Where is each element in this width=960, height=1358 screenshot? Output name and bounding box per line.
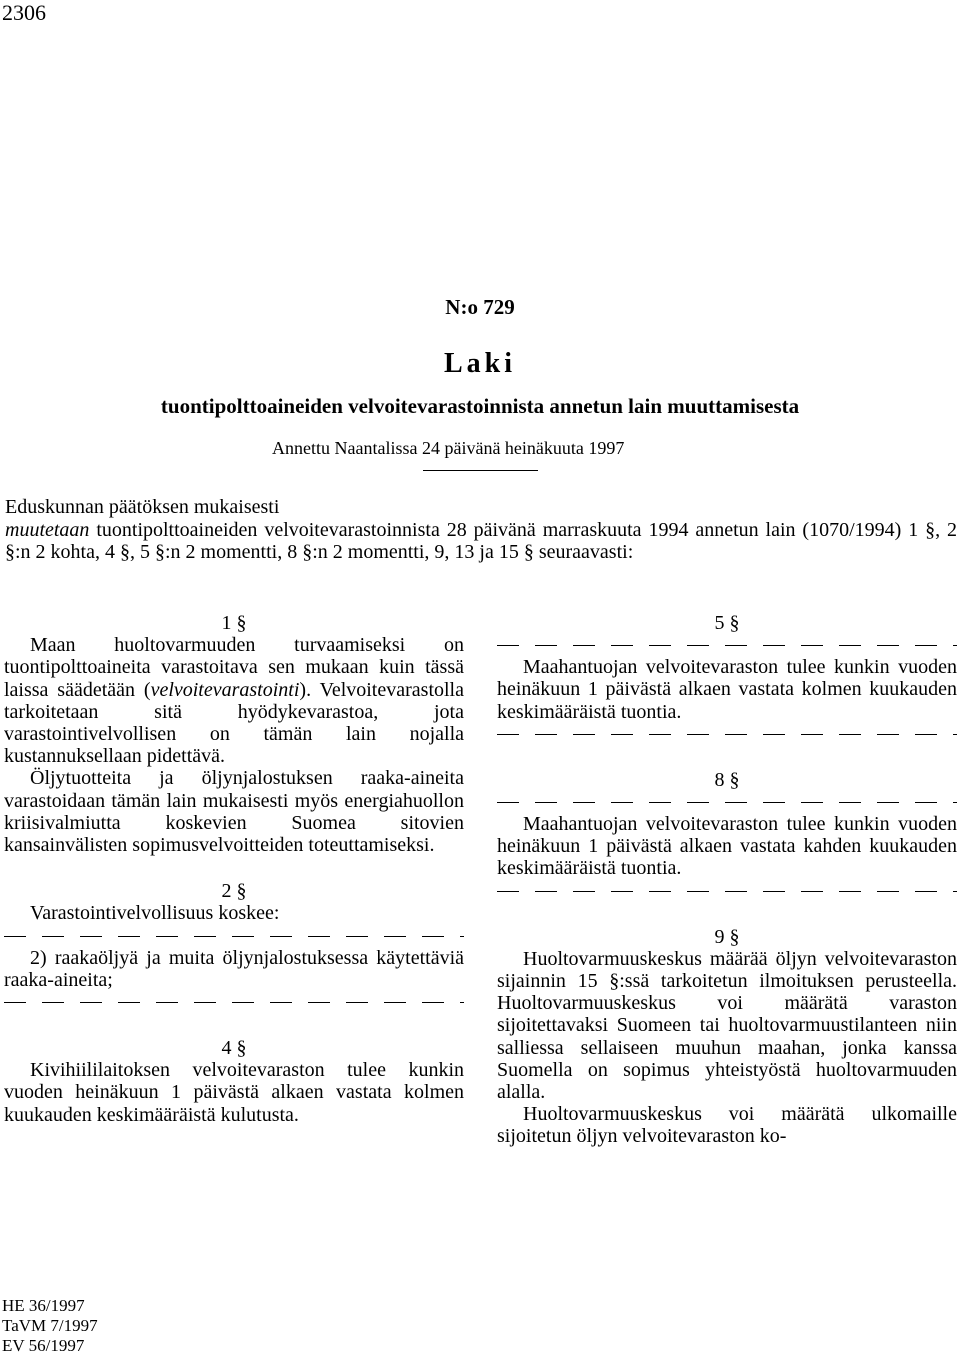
section-5-paragraph-1: Maahantuojan velvoitevaraston tulee kunkin vuoden heinäkuun 1 päivästä alkaen vastata kolmen kuukauden keskimääräistä tuontia. — [497, 656, 957, 723]
title-divider — [423, 470, 538, 471]
section-9-heading: 9 § — [714, 925, 740, 948]
section-1-paragraph-2: Öljytuotteita ja öljynjalostuksen raaka-aineita varastoidaan tämän lain mukaisesti myös energiahuollon kriisivalmiutta koskevien Suomea sitovien kansainvälisten sopimusvelvoitteiden toteuttamiseksi. — [4, 767, 464, 857]
section-2-heading: 2 § — [221, 880, 247, 903]
section-5-heading: 5 § — [714, 612, 740, 634]
omission-dashes — [497, 634, 957, 656]
omission-dashes — [4, 925, 464, 947]
page-number: 2306 — [2, 0, 46, 25]
section-8-heading: 8 § — [714, 768, 740, 791]
preamble-verb: muutetaan — [5, 518, 90, 541]
section-4-paragraph-1: Kivihiililaitoksen velvoitevaraston tulee kunkin vuoden heinäkuun 1 päivästä alkaen vastata kolmen kuukauden keskimääräistä kulutusta. — [4, 1059, 464, 1126]
preamble-line-1: Eduskunnan päätöksen mukaisesti — [5, 496, 280, 518]
left-column — [4, 612, 464, 1126]
section-9-paragraph-1: Huoltovarmuuskeskus määrää öljyn velvoitevaraston sijainnin 15 §:ssä tarkoitetun ilmoituksen perusteella. Huoltovarmuuskeskus voi määrätä varaston sijoitettavaksi Suomeen tai huoltovarmuustilanteen niin salliessa sellaiseen muuhun maahan, jonka kanssa Suomella on sopimus yhteistyöstä huoltovarmuuden alalla. — [497, 947, 957, 1104]
section-4-heading: 4 § — [221, 1037, 247, 1060]
omission-dashes — [4, 991, 464, 1013]
omission-dashes — [497, 723, 957, 745]
section-1-term: velvoitevarastointi — [150, 678, 300, 701]
reference-tavm: TaVM 7/1997 — [2, 1316, 98, 1335]
preamble-text: tuontipolttoaineiden velvoitevarastoinnista 28 päivänä marraskuuta 1994 annetun lain (1070/1994) 1 §, 2 §:n 2 kohta, 4 §, 5 §:n 2 momentti, 8 §:n 2 momentti, 9, 13 ja 15 § seuraavasti: — [5, 518, 957, 563]
section-1-paragraph-1 — [4, 634, 464, 767]
section-1-text-b: ). Velvoitevarastolla tarkoitetaan sitä hyödykevarastoa, jota varastointivelvollisen on tämän lain nojalla kustannuksellaan pidettävä. — [4, 678, 464, 768]
section-9-paragraph-2: Huoltovarmuuskeskus voi määrätä ulkomaille sijoitetun öljyn velvoitevaraston ko- — [497, 1103, 957, 1148]
legislative-references — [2, 1296, 98, 1356]
reference-he: HE 36/1997 — [2, 1296, 85, 1315]
omission-dashes — [497, 880, 957, 902]
preamble — [5, 496, 957, 564]
right-column — [497, 612, 957, 1148]
section-1-heading: 1 § — [221, 612, 247, 634]
omission-dashes — [497, 791, 957, 813]
section-8-paragraph-1: Maahantuojan velvoitevaraston tulee kunkin vuoden heinäkuun 1 päivästä alkaen vastata kahden kuukauden keskimääräistä tuontia. — [497, 813, 957, 880]
section-2-paragraph-2: 2) raakaöljyä ja muita öljynjalostuksessa käytettäviä raaka-aineita; — [4, 946, 464, 991]
date-given: Annettu Naantalissa 24 päivänä heinäkuuta 1997 — [272, 438, 625, 458]
reference-ev: EV 56/1997 — [2, 1336, 85, 1355]
document-title: Laki — [443, 348, 517, 379]
section-1-text-a: Maan huoltovarmuuden turvaamiseksi on tuontipolttoaineita varastoitava sen mukaan kuin tässä laissa säädetään ( — [4, 634, 464, 701]
statute-number: N:o 729 — [445, 295, 515, 319]
document-subtitle: tuontipolttoaineiden velvoitevarastoinnista annetun lain muuttamisesta — [160, 394, 800, 418]
preamble-body — [5, 519, 957, 564]
section-2-paragraph-1: Varastointivelvollisuus koskee: — [30, 902, 280, 925]
